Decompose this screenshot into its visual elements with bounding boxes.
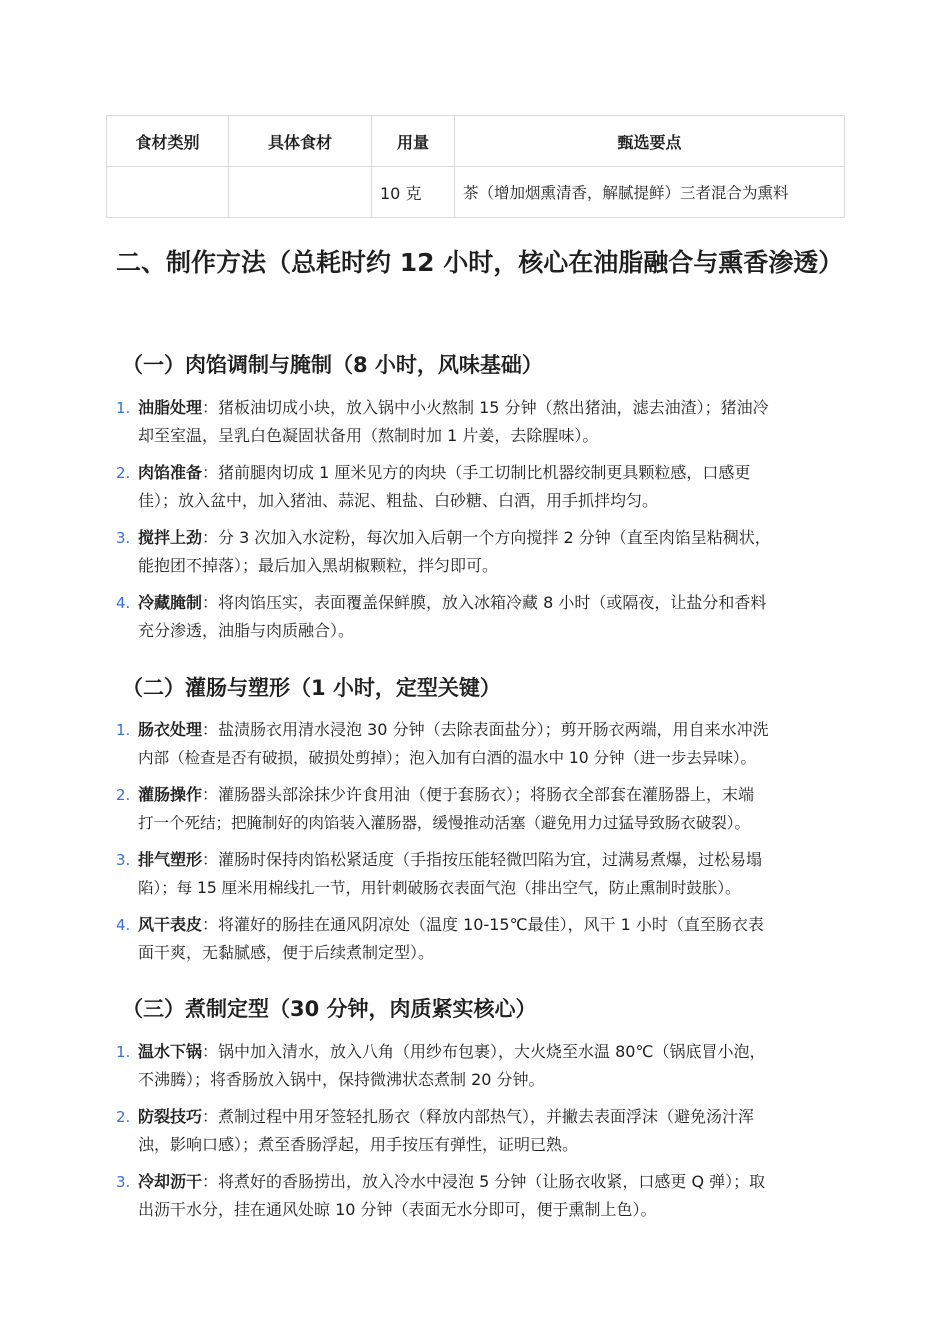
step-label: 油脂处理: [138, 398, 203, 417]
step-text: 充分渗透，油脂与肉质融合）。: [138, 621, 355, 640]
step-separator: ：: [202, 1042, 219, 1061]
table-header-row: [107, 116, 845, 167]
step-text: 陷）；每 15 厘米用棉线扎一节，用针刺破肠衣表面气泡（排出空气，防止熏制时鼓胀）。: [138, 879, 741, 897]
step-number: 2.: [116, 464, 131, 482]
step-text: 猪板油切成小块，放入锅中小火熬制 15 分钟（熬出猪油，滤去油渣）；猪油冷: [218, 398, 769, 417]
subsection-title: （二）灌肠与塑形（1 小时，定型关键）: [122, 676, 501, 700]
ingredients-table: [106, 115, 845, 218]
table-row: [107, 167, 845, 218]
table-header-cell: 用量: [372, 116, 455, 167]
step-text: 分 3 次加入水淀粉，每次加入后朝一个方向搅拌 2 分钟（直至肉馅呈粘稠状，: [218, 528, 771, 547]
step-text: 佳）；放入盆中，加入猪油、蒜泥、粗盐、白砂糖、白酒，用手抓拌均匀。: [138, 491, 659, 510]
step-number: 1.: [116, 1043, 131, 1061]
table-cell: [229, 167, 372, 218]
table-cell: 10 克: [372, 167, 455, 218]
step-text: 煮制过程中用牙签轻扎肠衣（释放内部热气），并撇去表面浮沫（避免汤汁浑: [218, 1107, 755, 1126]
table-cell: 茶（增加烟熏清香，解腻提鲜）三者混合为熏料: [455, 167, 845, 218]
step-text: 打一个死结；把腌制好的肉馅装入灌肠器，缓慢推动活塞（避免用力过猛导致肠衣破裂）。: [138, 814, 750, 832]
step-number: 1.: [116, 399, 131, 417]
step-label: 防裂技巧: [138, 1107, 203, 1126]
step-separator: ：: [202, 720, 219, 739]
step-separator: ：: [202, 463, 219, 482]
step-text: 将灌好的肠挂在通风阴凉处（温度 10-15℃最佳），风干 1 小时（直至肠衣表: [218, 915, 764, 934]
step-text: 将煮好的香肠捞出，放入冷水中浸泡 5 分钟（让肠衣收紧，口感更 Q 弹）；取: [218, 1172, 766, 1191]
step-separator: ：: [202, 850, 219, 869]
step-number: 2.: [116, 786, 131, 804]
step-text: 内部（检查是否有破损，破损处剪掉）；泡入加有白酒的温水中 10 分钟（进一步去异味）。: [138, 749, 757, 767]
step-text: 灌肠器头部涂抹少许食用油（便于套肠衣）；将肠衣全部套在灌肠器上，末端: [218, 785, 755, 804]
step-text: 出沥干水分，挂在通风处晾 10 分钟（表面无水分即可，便于熏制上色）。: [138, 1200, 657, 1219]
step-separator: ：: [202, 528, 219, 547]
step-label: 风干表皮: [138, 915, 203, 934]
step-label: 灌肠操作: [138, 785, 203, 804]
step-text: 面干爽，无黏腻感，便于后续煮制定型）。: [138, 943, 435, 962]
step-separator: ：: [202, 785, 219, 804]
step-number: 3.: [116, 851, 131, 869]
table-header-cell: 甄选要点: [455, 116, 845, 167]
step-number: 4.: [116, 916, 131, 934]
step-text: 不沸腾）；将香肠放入锅中，保持微沸状态煮制 20 分钟。: [138, 1070, 545, 1089]
step-separator: ：: [202, 593, 219, 612]
step-text: 灌肠时保持肉馅松紧适度（手指按压能轻微凹陷为宜，过满易煮爆，过松易塌: [218, 850, 763, 869]
step-text: 盐渍肠衣用清水浸泡 30 分钟（去除表面盐分）；剪开肠衣两端，用自来水冲洗: [218, 720, 769, 739]
step-text: 浊，影响口感）；煮至香肠浮起，用手按压有弹性，证明已熟。: [138, 1135, 579, 1154]
table-cell: [107, 167, 229, 218]
step-separator: ：: [202, 1107, 219, 1126]
table-header-cell: 食材类别: [107, 116, 229, 167]
section-title: 二、制作方法（总耗时约 12 小时，核心在油脂融合与熏香渗透）: [116, 248, 844, 277]
subsection-title: （三）煮制定型（30 分钟，肉质紧实核心）: [122, 997, 537, 1021]
step-number: 4.: [116, 594, 131, 612]
step-label: 冷却沥干: [138, 1172, 203, 1191]
step-separator: ：: [202, 398, 219, 417]
step-text: 能抱团不掉落）；最后加入黑胡椒颗粒，拌匀即可。: [138, 556, 499, 575]
step-separator: ：: [202, 1172, 219, 1191]
step-text: 却至室温，呈乳白色凝固状备用（熬制时加 1 片姜，去除腥味）。: [138, 426, 599, 445]
step-text: 猪前腿肉切成 1 厘米见方的肉块（手工切制比机器绞制更具颗粒感，口感更: [218, 463, 751, 482]
table-header-cell: 具体食材: [229, 116, 372, 167]
step-label: 排气塑形: [138, 850, 203, 869]
step-number: 3.: [116, 529, 131, 547]
subsection-title: （一）肉馅调制与腌制（8 小时，风味基础）: [122, 353, 543, 377]
step-label: 肉馅准备: [138, 463, 203, 482]
step-text: 将肉馅压实，表面覆盖保鲜膜，放入冰箱冷藏 8 小时（或隔夜，让盐分和香料: [218, 593, 767, 612]
step-label: 肠衣处理: [138, 720, 203, 739]
step-label: 冷藏腌制: [138, 593, 203, 612]
step-label: 温水下锅: [138, 1042, 203, 1061]
step-text: 锅中加入清水，放入八角（用纱布包裹），大火烧至水温 80℃（锅底冒小泡，: [218, 1042, 766, 1061]
step-label: 搅拌上劲: [138, 528, 203, 547]
step-number: 1.: [116, 721, 131, 739]
step-number: 2.: [116, 1108, 131, 1126]
step-separator: ：: [202, 915, 219, 934]
step-number: 3.: [116, 1173, 131, 1191]
